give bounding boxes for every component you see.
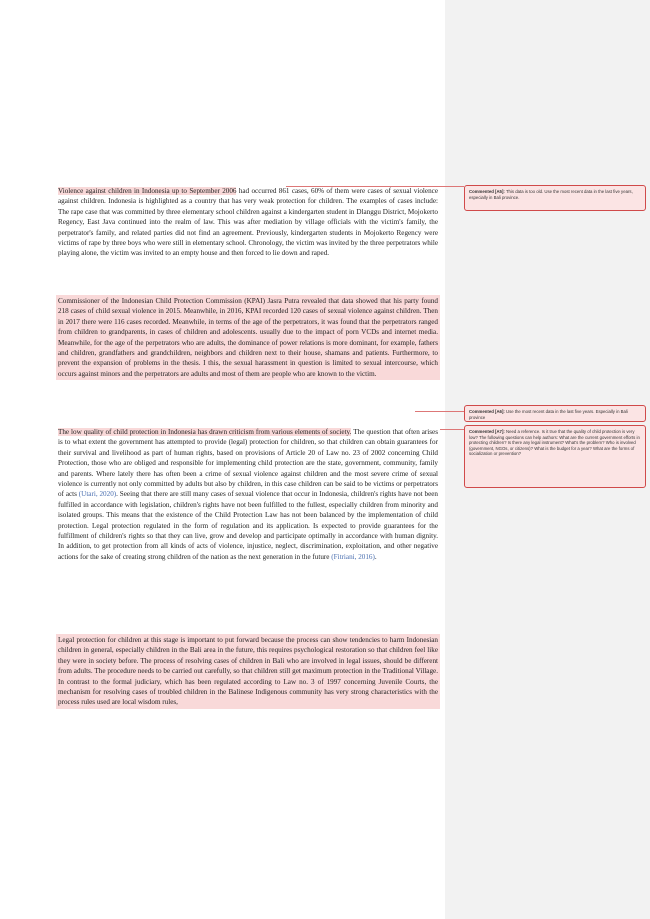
paragraph-1-text: had occurred 861 cases, 60% of them were cases of sexual violence against children. Indonesia is highlighted as a country that has very weak protection for children. The examples of cases include: The rape case that was committed by three elementary school children against a kindergarten student in Dlanggu District, Mojokerto Regency, East Java continued into the realm of law. This was after mediation by village officials with the victim's family, the perpetrator's family, and related parties did not find an agreement. Previously, kindergarten students in Mojokerto Regency were victims of rape by three boys who were still in elementary school. Chronology, the victim was invited by the three perpetrators while playing alone, the victim was invited to an empty house and then forced to lie down and raped. <box>58 187 438 258</box>
comment-a5-text: This data is too old. Use the most recent data in the last five years, especially in Bali province. <box>469 189 633 200</box>
paragraph-1 <box>56 185 440 264</box>
paragraph-4 <box>56 634 440 732</box>
comment-connector-a5 <box>286 186 464 187</box>
highlighted-text-a8[interactable]: Legal protection for children at this stage is important to put forward because the process can show tendencies to harm Indonesian children in general, especially children in the Bali area in the future, this requires psychological restoration so that children feel like they were in society before. The process of resolving cases of children in Bali who are involved in legal issues, should be different from adults. The procedure needs to be carried out carefully, so that children still get maximum protection in the Traditional Village. In contrast to the formal judiciary, which has been regulated according to Law no. 3 of 1997 concerning Juvenile Courts, the mechanism for resolving cases of troubled children in the Balinese Indigenous community has very strong characteristics with the process rules used are local wisdom rules, <box>56 634 440 709</box>
citation-fitriani[interactable]: (Fitriani, 2016) <box>331 552 375 561</box>
comment-a5[interactable] <box>464 185 646 211</box>
comment-a7[interactable] <box>464 425 646 488</box>
paragraph-3: The low quality of child protection in Indonesia has drawn criticism from various elements of society. The question that often arises is to what extent the government has attempted to provide (legal) protection for children, so that children can obtain guarantees for their survival and livelihood as part of human rights, based on provisions of Article 20 of Law no. 23 of 2002 concerning Child Protection, those who are obliged and responsible for implementing child protection are the state, government, community, family and parents. Where lately there has often been a crime of sexual violence against children and the most severe crime of sexual violence is currently not only committed by adults but also by children, in this case children can be said to be victims or perpetrators of acts (Utari, 2020). Seeing that there are still many cases of sexual violence that occur in Indonesia, children's rights have not been fulfilled in accordance with legislation, children's rights have not been fulfilled to the fullest, especially children from minority and isolated groups. This means that the existence of the Child Protection Law has not been balanced by the implementation of child protection. Legal protection regulated in the form of regulation and its application. Is expected to provide guarantees for the fulfillment of children's rights so that they can live, grow and develop and participate optimally in accordance with human dignity. In addition, to get protection from all kinds of acts of violence, injustice, neglect, discrimination, exploitation, and other negative actions for the sake of creating strong children of the nation as the next generation in the future (Fitriani, 2016). <box>58 428 438 561</box>
highlighted-text-a5[interactable]: Violence against children in Indonesia up to September 2006 <box>58 187 237 195</box>
comment-a7-label: Commented [A7]: <box>469 429 505 434</box>
comment-a6-text: Use the most recent data in the last five years. Especially in Bali province <box>469 409 628 420</box>
comment-a7-text: Need a reference. Is it true that the quality of child protection is very low? The following questions can help authors: What are the current government efforts in protecting children? Is there any legal instrument? What's the problem? Who is involved (government, NGOs, or citizens)? What is the budget for a year? What are the forms of socialization or prevention? <box>469 429 640 457</box>
highlighted-text-a6[interactable]: Commissioner of the Indonesian Child Protection Commission (KPAI) Jasra Putra revealed that data showed that his party found 218 cases of child sexual violence in 2015. Meanwhile, in 2016, KPAI recorded 120 cases of sexual violence against children. Then in 2017 there were 116 cases recorded. Meanwhile, in terms of the age of the perpetrators, it was found that the perpetrators ranged from children to grandparents, in cases of children and adolescents. usually due to the impact of porn VCDs and internet media. Meanwhile, for the age of the perpetrators who are adults, the dominance of power relations is more dominant, for example, fathers and children, grandfathers and grandchildren, neighbors and children next to their house, shamans and patients. Furthermore, to prevent the expansion of problems in the thesis. I this, the sexual harassment in question is limited to sexual intercourse, which occurs against minors and the perpetrators are adults and most of them are people who are known to the victim. <box>56 295 440 380</box>
comment-a6-label: Commented [A6]: <box>469 409 505 414</box>
citation-utari[interactable]: (Utari, 2020) <box>78 490 117 499</box>
paragraph-2 <box>56 295 440 415</box>
comment-connector-a7 <box>440 429 464 430</box>
comment-a5-label: Commented [A5]: <box>469 189 505 194</box>
comment-a6[interactable] <box>464 405 646 422</box>
comment-connector-a6 <box>415 411 464 412</box>
highlighted-text-a7[interactable]: The low quality of child protection in Indonesia has drawn criticism from various elements of society. <box>58 428 352 436</box>
